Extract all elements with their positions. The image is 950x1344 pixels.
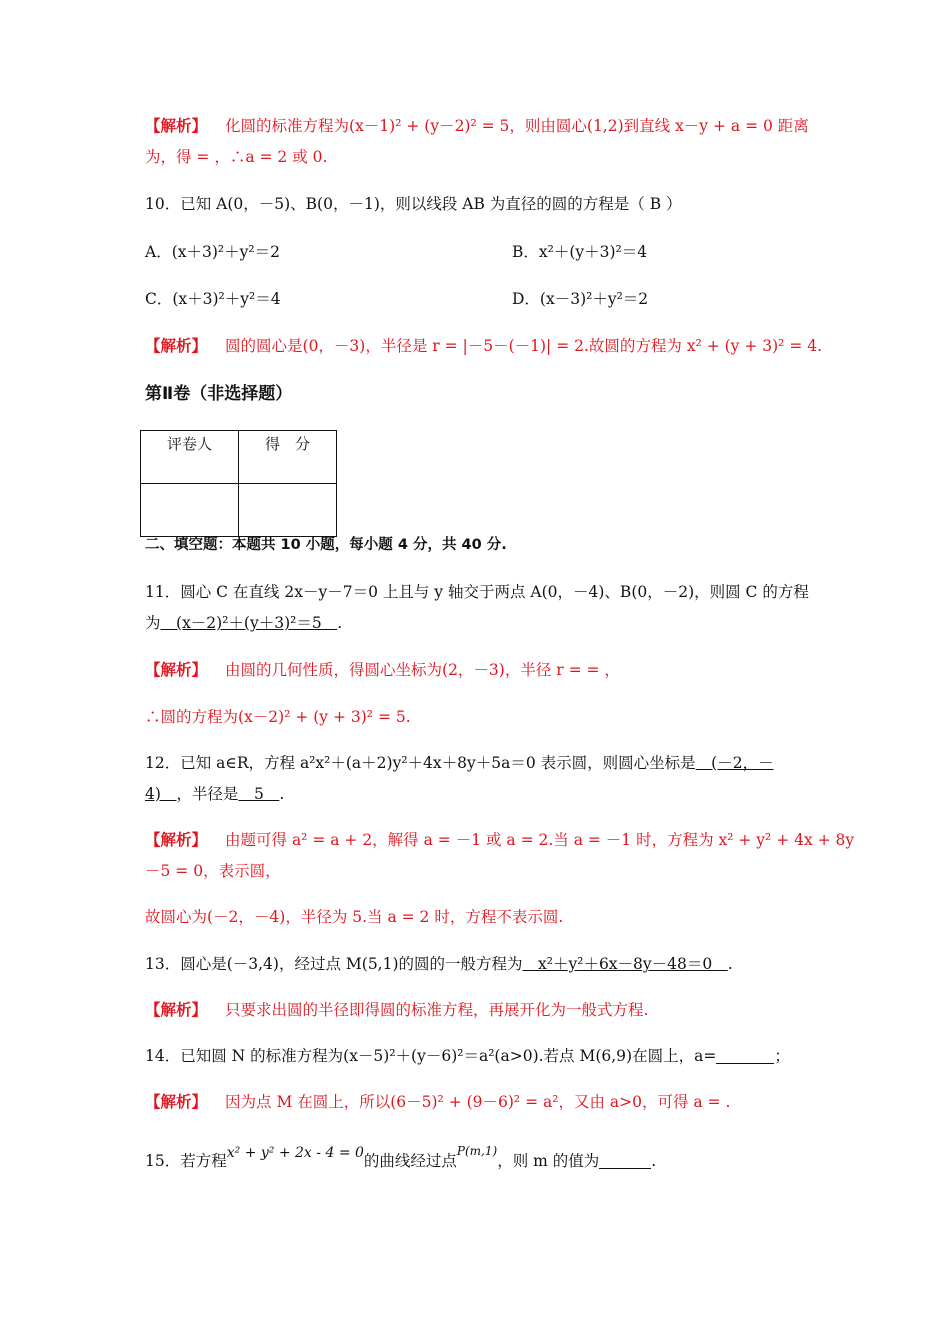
question-12-line-2 (145, 783, 284, 805)
question-12-suffix: . (279, 785, 285, 803)
analysis-12-text-1: 由题可得 a² = a + 2，解得 a = －1 或 a = 2.当 a = －1 时，方程为 x² + y² + 4x + 8y (225, 831, 855, 849)
question-11-line-2 (145, 612, 342, 634)
analysis-tag: 【解析】 (145, 830, 208, 849)
score-cell (239, 484, 337, 537)
analysis-14 (145, 1091, 730, 1113)
question-10-option-b: B．x²＋(y＋3)²＝4 (512, 243, 648, 261)
question-12-answer-center-part-1: (－2，－ (695, 754, 774, 772)
question-15-prefix: 15．若方程 (145, 1152, 227, 1170)
analysis-9-text-1: 化圆的标准方程为(x－1)² + (y－2)² = 5，则由圆心(1,2)到直线 x－y + a = 0 距离 (225, 117, 809, 135)
question-14-stem: 14．已知圆 N 的标准方程为(x－5)²＋(y－6)²＝a²(a>0).若点 M(6,9)在圆上，a= (145, 1047, 717, 1065)
question-12-radius-label: ，半径是 (176, 785, 239, 803)
question-12-answer-radius: 5 (238, 785, 280, 803)
score-header: 得 分 (239, 431, 337, 484)
question-15-middle: 的曲线经过点 (363, 1152, 457, 1170)
question-14-suffix: ； (774, 1047, 790, 1065)
question-11-answer: (x－2)²＋(y＋3)²＝5 (160, 614, 338, 632)
analysis-tag: 【解析】 (145, 116, 208, 135)
question-14-answer-blank (716, 1047, 774, 1064)
question-10-option-c: C．(x＋3)²＋y²＝4 (145, 290, 281, 308)
analysis-13 (145, 999, 648, 1021)
question-15-ask: ，则 m 的值为 (497, 1152, 600, 1170)
analysis-tag: 【解析】 (145, 1000, 208, 1019)
analysis-tag: 【解析】 (145, 1092, 208, 1111)
grader-header: 评卷人 (141, 431, 239, 484)
analysis-10 (145, 335, 822, 357)
analysis-12-line-2: －5 = 0，表示圆， (145, 862, 281, 880)
question-13-suffix: . (727, 955, 733, 973)
question-12-line-1 (145, 752, 774, 774)
question-15-answer-blank (599, 1152, 651, 1169)
question-12-stem: 12．已知 a∈R，方程 a²x²＋(a＋2)y²＋4x＋8y＋5a＝0 表示圆，则圆心坐标是 (145, 754, 696, 772)
question-15-point: P(m,1) (456, 1144, 498, 1158)
analysis-12-line-3: 故圆心为(－2，－4)，半径为 5.当 a = 2 时，方程不表示圆. (145, 908, 564, 926)
analysis-9-line-2: 为，得 = ，∴a = 2 或 0. (145, 148, 328, 166)
question-13-answer: x²＋y²＋6x－8y－48＝0 (522, 955, 728, 973)
question-10-option-d: D．(x－3)²＋y²＝2 (512, 290, 649, 308)
section-2-title: 第Ⅱ卷（非选择题） (145, 384, 293, 404)
analysis-11-text-1: 由圆的几何性质，得圆心坐标为(2，－3)，半径 r = = ， (225, 661, 620, 679)
question-15-suffix: . (651, 1152, 657, 1170)
analysis-9-line-1 (145, 115, 809, 137)
analysis-tag: 【解析】 (145, 660, 208, 679)
grader-score-table (140, 430, 337, 537)
question-11-prefix: 为 (145, 614, 161, 632)
question-13-stem: 13．圆心是(－3,4)，经过点 M(5,1)的圆的一般方程为 (145, 955, 523, 973)
part-2-instructions: 二、填空题：本题共 10 小题，每小题 4 分，共 40 分. (145, 537, 507, 553)
question-10-option-a: A．(x＋3)²＋y²＝2 (145, 243, 280, 261)
analysis-11-line-1 (145, 659, 620, 681)
analysis-11-line-2: ∴圆的方程为(x－2)² + (y + 3)² = 5. (145, 708, 411, 726)
analysis-13-text: 只要求出圆的半径即得圆的标准方程，再展开化为一般式方程. (225, 1001, 649, 1019)
analysis-14-text: 因为点 M 在圆上，所以(6－5)² + (9－6)² = a²，又由 a>0，可得 a = . (225, 1093, 731, 1111)
question-11-line-1: 11．圆心 C 在直线 2x－y－7＝0 上且与 y 轴交于两点 A(0，－4)、B(0，－2)，则圆 C 的方程 (145, 583, 809, 601)
analysis-10-text: 圆的圆心是(0，－3)，半径是 r = |－5－(－1)| = 2.故圆的方程为 x² + (y + 3)² = 4. (225, 337, 823, 355)
question-13 (145, 953, 733, 975)
analysis-tag: 【解析】 (145, 336, 208, 355)
question-12-answer-center-part-2: 4) (145, 785, 177, 803)
grader-cell (141, 484, 239, 537)
question-10-stem: 10．已知 A(0，－5)、B(0，－1)，则以线段 AB 为直径的圆的方程是（ B ） (145, 195, 682, 213)
question-14 (145, 1045, 790, 1067)
question-15-equation: x² + y² + 2x - 4 = 0 (226, 1145, 364, 1161)
question-11-suffix: . (337, 614, 343, 632)
analysis-12-line-1 (145, 829, 854, 851)
question-15 (145, 1144, 657, 1173)
